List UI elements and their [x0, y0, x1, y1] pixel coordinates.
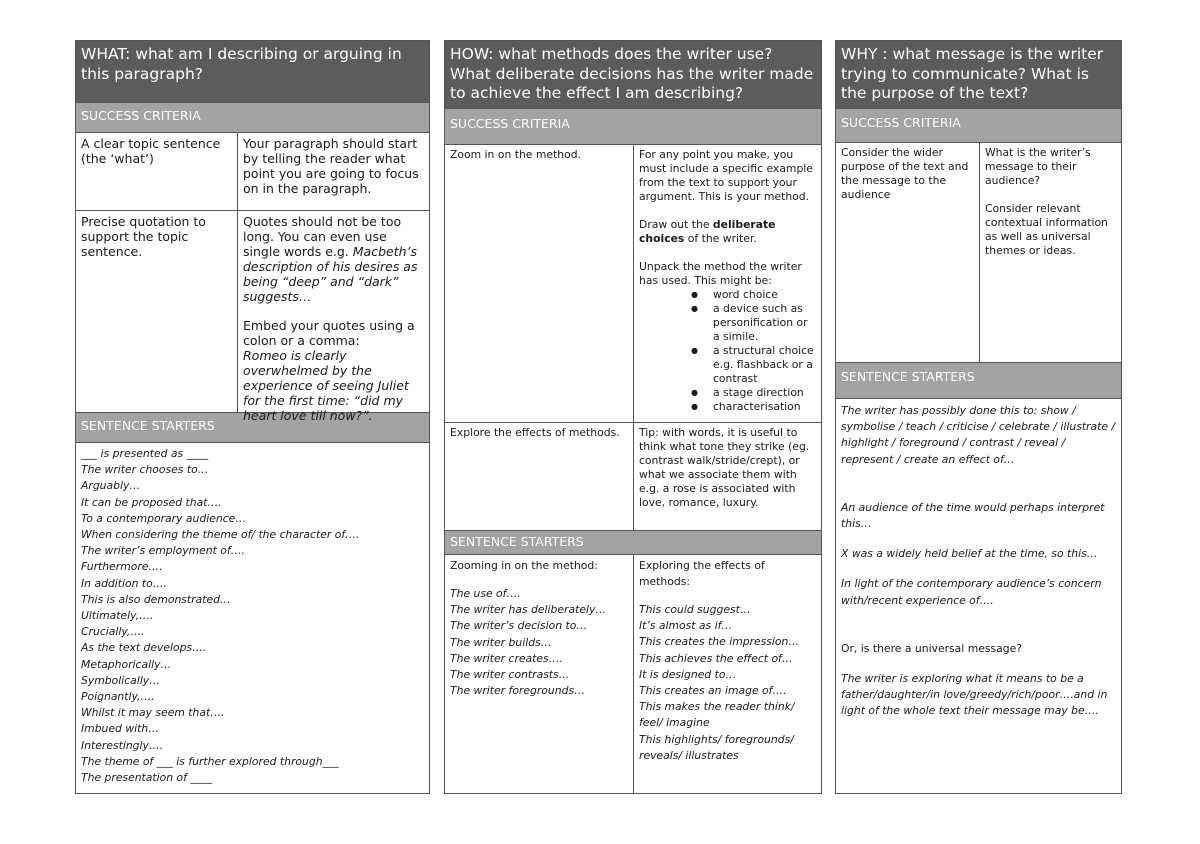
method-tip: For any point you make, you must include a specific example from the text to support your argument. This is your method. [639, 148, 813, 203]
list-item: This is also demonstrated… [81, 592, 231, 606]
list-item: This creates an image of…. [639, 684, 787, 698]
how-sentence-starters-label: SENTENCE STARTERS [445, 531, 821, 555]
how-criteria-row [445, 423, 821, 531]
message-tip: What is the writer’s message to their audience? [985, 146, 1091, 187]
how-criteria-row [445, 145, 821, 423]
list-item: This makes the reader think/ feel/ imagine [639, 700, 795, 730]
why-header: WHY : what message is the writer trying to communicate? What is the purpose of the text? [836, 41, 1121, 109]
how-success-criteria-label: SUCCESS CRITERIA [445, 109, 821, 145]
how-starters-grid [445, 555, 821, 793]
list-item: Metaphorically… [81, 657, 172, 671]
criteria-explore-effects: Explore the effects of methods. [450, 426, 620, 439]
effects-starters [633, 555, 821, 793]
list-item: Furthermore…. [81, 560, 163, 574]
list-item: The writer creates…. [450, 651, 563, 665]
list-item: ● word choice [691, 288, 816, 302]
list-item: ● characterisation [691, 400, 816, 414]
list-item: Whilst it may seem that…. [81, 706, 225, 720]
list-item: When considering the theme of/ the character of…. [81, 528, 360, 542]
list-item: Symbolically… [81, 673, 160, 687]
criteria-quotation: Precise quotation to support the topic sentence. [81, 214, 206, 259]
embed-tip: Embed your quotes using a colon or a comma: [243, 318, 415, 348]
how-header: HOW: what methods does the writer use? What deliberate decisions has the writer made to achieve the effect I am describing? [445, 41, 821, 109]
why-sentence-starters-label: SENTENCE STARTERS [836, 363, 1121, 399]
list-item: This creates the impression… [639, 635, 800, 649]
list-item: ● a stage direction [691, 386, 816, 400]
list-item: The presentation of ____ [81, 771, 212, 785]
embed-example: Romeo is clearly overwhelmed by the experience of seeing Juliet for the first time: “did my heart love till now?”. [243, 348, 409, 423]
list-item: This achieves the effect of… [639, 651, 793, 665]
list-item: As the text develops…. [81, 641, 207, 655]
zoom-starters [445, 555, 633, 793]
quotation-tip: Quotes should not be too long. You can even use single words e.g. [243, 214, 402, 259]
list-item: ● a device such as personification or a simile. [691, 302, 816, 344]
list-item: This could suggest… [639, 603, 751, 616]
list-item: Imbued with… [81, 722, 160, 736]
what-column [75, 40, 430, 794]
criteria-quotation-detail [237, 211, 429, 423]
starter-audience-time: An audience of the time would perhaps interpret this… [841, 500, 1105, 531]
why-criteria-row [836, 143, 1121, 363]
starter-show: The writer has possibly done this to: show / symbolise / teach / criticise / celebrate / illustrate / highlight / foreground / contrast / reveal / represent / create an effect of… [841, 404, 1116, 466]
unpack-tip: Unpack the method the writer has used. This might be: [639, 260, 802, 287]
criteria-wider-purpose: Consider the wider purpose of the text and the message to the audience [841, 146, 969, 201]
list-item: Arguably… [81, 479, 141, 493]
context-tip: Consider relevant contextual information as well as universal themes or ideas. [985, 202, 1108, 257]
list-item: The writer builds… [450, 635, 552, 649]
list-item: The theme of ___ is further explored through___ [81, 754, 339, 768]
effects-starters-heading: Exploring the effects of methods: [639, 559, 765, 588]
what-sentence-starters-label: SENTENCE STARTERS [76, 413, 429, 443]
list-item: In addition to…. [81, 576, 167, 590]
criteria-zoom-method: Zoom in on the method. [450, 148, 581, 161]
criteria-topic-sentence: A clear topic sentence (the ‘what’) [81, 136, 221, 166]
list-item: It is designed to… [639, 667, 737, 681]
starter-widely-held: X was a widely held belief at the time, so this… [841, 547, 1098, 561]
list-item: The writer has deliberately… [450, 603, 607, 617]
list-item: The writer foregrounds… [450, 684, 585, 698]
list-item: To a contemporary audience… [81, 511, 247, 525]
zoom-starters-heading: Zooming in on the method: [450, 559, 598, 572]
starter-exploring: The writer is exploring what it means to be a father/daughter/in love/greedy/rich/poor….and in light of the whole text their message may be…. [841, 671, 1108, 718]
list-item: Interestingly…. [81, 738, 164, 752]
why-column [835, 40, 1122, 794]
list-item: This highlights/ foregrounds/ reveals/ illustrates [639, 732, 794, 762]
list-item: It’s almost as if… [639, 619, 733, 633]
list-item: ● a structural choice e.g. flashback or a contrast [691, 344, 816, 386]
quotation-example: Macbeth’s description of his desires as being “deep” and “dark” suggests… [243, 244, 418, 304]
criteria-explore-effects-detail: Tip: with words, it is useful to think what tone they strike (eg. contrast walk/stride/crept), or what we associate them with e.g. a rose is associated with love, romance, luxury. [633, 423, 821, 530]
criteria-zoom-method-detail [633, 145, 821, 422]
starter-contemporary: In light of the contemporary audience’s concern with/recent experience of…. [841, 577, 1102, 607]
list-item: ___ is presented as ____ [81, 447, 209, 460]
list-item: The writer contrasts… [450, 668, 570, 682]
why-success-criteria-label: SUCCESS CRITERIA [836, 109, 1121, 143]
what-success-criteria-label: SUCCESS CRITERIA [76, 103, 429, 133]
list-item: Crucially,…. [81, 625, 145, 639]
list-item: It can be proposed that…. [81, 495, 222, 509]
list-item: The use of…. [450, 587, 521, 600]
choices-tip-b: deliberate choices [639, 218, 776, 245]
criteria-topic-sentence-detail: Your paragraph should start by telling the reader what point you are going to focus on in the paragraph. [237, 133, 429, 210]
list-item: Poignantly,…. [81, 690, 155, 704]
list-item: Ultimately,…. [81, 609, 154, 623]
how-column [444, 40, 822, 794]
what-criteria-row [76, 211, 429, 423]
choices-tip-a: Draw out the [639, 218, 713, 231]
list-item: The writer’s employment of…. [81, 544, 245, 558]
what-criteria-row [76, 133, 429, 211]
list-item: The writer’s decision to… [450, 619, 588, 633]
criteria-wider-purpose-detail [979, 143, 1121, 362]
list-item: The writer chooses to… [81, 463, 209, 477]
starter-universal: Or, is there a universal message? [841, 641, 1022, 655]
method-bullets [691, 288, 816, 414]
what-starters-list [76, 443, 429, 789]
choices-tip-c: of the writer. [684, 232, 757, 245]
what-header: WHAT: what am I describing or arguing in this paragraph? [76, 41, 429, 103]
why-starters [836, 399, 1121, 723]
